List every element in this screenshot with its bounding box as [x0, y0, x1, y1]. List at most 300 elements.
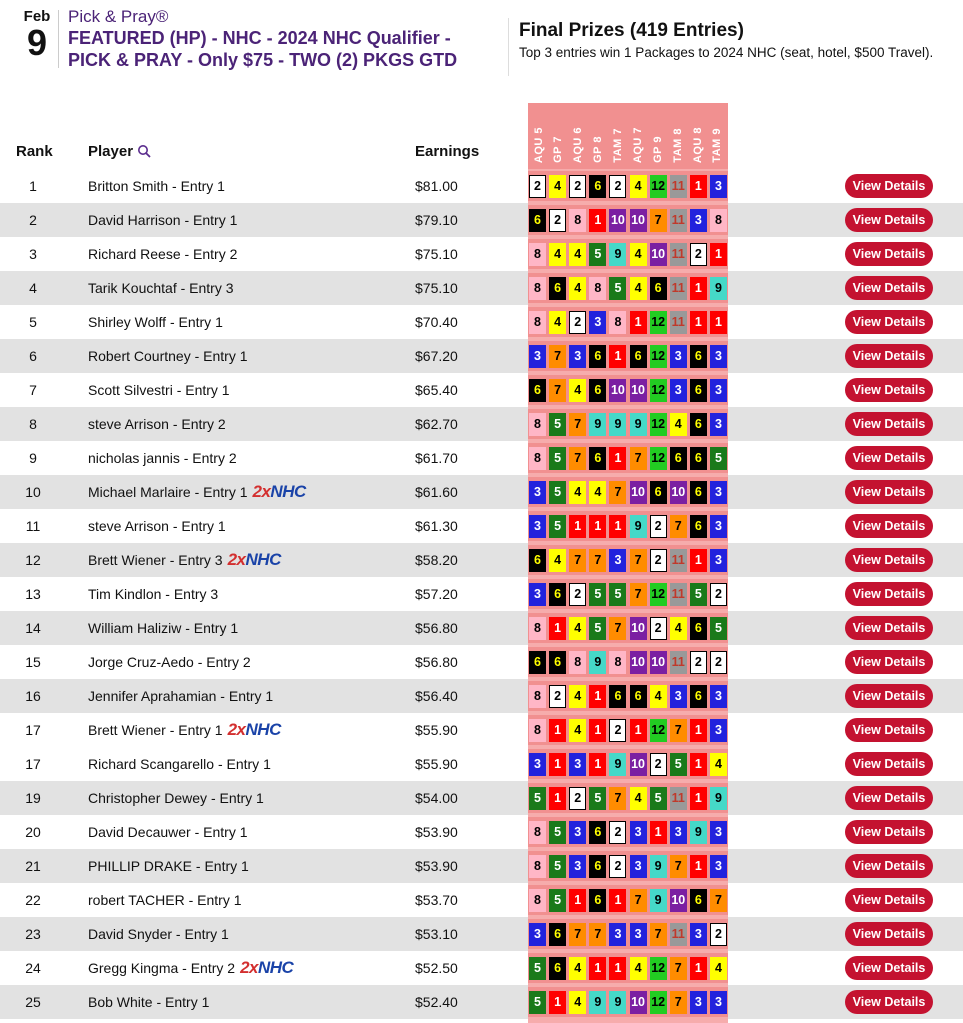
pick-number: 5	[650, 787, 667, 810]
pick-number: 8	[529, 617, 546, 640]
picks-band	[528, 203, 728, 237]
pick-number: 5	[609, 277, 626, 300]
picks-band	[528, 543, 728, 577]
pick-number: 6	[690, 413, 707, 436]
pick-number: 6	[529, 549, 546, 572]
pick-number: 6	[549, 651, 566, 674]
pick-number: 6	[589, 447, 606, 470]
earnings-value: $52.50	[415, 960, 458, 976]
view-details-button[interactable]: View Details	[845, 582, 933, 606]
pick-number: 1	[569, 889, 586, 912]
picks-band-continuation	[528, 1019, 728, 1023]
pick-number: 1	[690, 311, 707, 334]
rank-value: 7	[29, 382, 37, 398]
pick-number: 1	[690, 719, 707, 742]
table-row	[0, 373, 963, 407]
pick-number: 2	[609, 855, 626, 878]
pick-number: 6	[529, 651, 546, 674]
earnings-value: $61.60	[415, 484, 458, 500]
picks-band	[528, 339, 728, 373]
pick-number: 7	[630, 447, 647, 470]
picks-band	[528, 645, 728, 679]
pick-number: 1	[609, 889, 626, 912]
pick-number: 9	[630, 413, 647, 436]
pick-number: 1	[609, 957, 626, 980]
rank-value: 19	[25, 790, 41, 806]
pick-number: 8	[529, 855, 546, 878]
contest-title-line3: PICK & PRAY - Only $75 - TWO (2) PKGS GTD	[68, 50, 458, 70]
pick-number: 7	[609, 617, 626, 640]
table-row	[0, 917, 963, 951]
pick-number: 4	[670, 617, 687, 640]
pick-number: 4	[569, 277, 586, 300]
pick-number: 3	[630, 821, 647, 844]
pick-number: 3	[529, 481, 546, 504]
pick-number: 3	[710, 345, 727, 368]
player-name: David Decauwer - Entry 1	[88, 824, 248, 840]
rank-value: 24	[25, 960, 41, 976]
pick-number: 1	[589, 515, 606, 538]
pick-number: 3	[529, 753, 546, 776]
view-details-button[interactable]: View Details	[845, 242, 933, 266]
pick-number: 3	[569, 855, 586, 878]
picks-band	[528, 305, 728, 339]
pick-number: 1	[690, 175, 707, 198]
pick-number: 3	[609, 549, 626, 572]
table-row	[0, 611, 963, 645]
pick-number: 10	[630, 481, 647, 504]
pick-number: 3	[710, 515, 727, 538]
pick-number: 4	[569, 379, 586, 402]
pick-number: 1	[549, 787, 566, 810]
pick-number: 6	[589, 175, 606, 198]
pick-number: 12	[650, 583, 667, 606]
rank-value: 11	[25, 518, 41, 534]
pick-number: 2	[609, 821, 626, 844]
picks-band	[528, 713, 728, 747]
earnings-value: $53.90	[415, 824, 458, 840]
date-month: Feb	[23, 8, 51, 25]
rank-value: 9	[29, 450, 37, 466]
pick-number: 12	[650, 957, 667, 980]
pick-number: 7	[670, 719, 687, 742]
rank-value: 20	[25, 824, 41, 840]
pick-number: 3	[589, 311, 606, 334]
pick-number: 6	[589, 379, 606, 402]
earnings-value: $67.20	[415, 348, 458, 364]
pick-number: 7	[670, 957, 687, 980]
pick-number: 9	[589, 991, 606, 1014]
pick-number: 4	[630, 787, 647, 810]
table-row	[0, 203, 963, 237]
picks-band	[528, 883, 728, 917]
pick-number: 3	[690, 209, 707, 232]
table-row	[0, 407, 963, 441]
pick-number: 7	[609, 481, 626, 504]
player-name: Brett Wiener - Entry 3 2xNHC	[88, 550, 281, 569]
prizes-title: Final Prizes (419 Entries)	[519, 20, 744, 41]
view-details-button[interactable]: View Details	[845, 786, 933, 810]
pick-number: 2	[569, 787, 586, 810]
table-row	[0, 577, 963, 611]
pick-number: 1	[609, 447, 626, 470]
pick-number: 1	[589, 719, 606, 742]
pick-number: 10	[650, 651, 667, 674]
pick-number: 2	[710, 583, 727, 606]
pick-number: 3	[710, 991, 727, 1014]
pick-number: 7	[670, 991, 687, 1014]
earnings-value: $61.70	[415, 450, 458, 466]
pick-number: 8	[529, 685, 546, 708]
rank-value: 22	[25, 892, 41, 908]
pick-number: 4	[549, 243, 566, 266]
contest-title	[68, 6, 457, 71]
pick-number: 5	[549, 855, 566, 878]
picks-band	[528, 577, 728, 611]
pick-number: 1	[710, 311, 727, 334]
pick-number: 10	[670, 889, 687, 912]
pick-number: 3	[710, 549, 727, 572]
pick-number: 2	[690, 651, 707, 674]
earnings-value: $55.90	[415, 722, 458, 738]
player-name: PHILLIP DRAKE - Entry 1	[88, 858, 249, 874]
rank-column-header: Rank	[16, 143, 53, 160]
pick-number: 6	[589, 821, 606, 844]
contest-title-brand: Pick & Pray®	[68, 7, 169, 26]
table-row	[0, 543, 963, 577]
picks-band	[528, 169, 728, 203]
view-details-button[interactable]: View Details	[845, 344, 933, 368]
pick-number: 3	[630, 855, 647, 878]
pick-number: 6	[650, 481, 667, 504]
picks-band	[528, 475, 728, 509]
player-name: robert TACHER - Entry 1	[88, 892, 242, 908]
pick-number: 4	[589, 481, 606, 504]
player-name: Tim Kindlon - Entry 3	[88, 586, 219, 602]
pick-number: 8	[529, 413, 546, 436]
pick-number: 3	[569, 753, 586, 776]
pick-number: 3	[710, 855, 727, 878]
pick-number: 11	[670, 243, 687, 266]
earnings-value: $56.80	[415, 654, 458, 670]
view-details-button[interactable]: View Details	[845, 208, 933, 232]
pick-number: 4	[569, 481, 586, 504]
pick-number: 3	[569, 821, 586, 844]
view-details-button[interactable]: View Details	[845, 514, 933, 538]
earnings-value: $81.00	[415, 178, 458, 194]
picks-band	[528, 849, 728, 883]
pick-number: 10	[609, 209, 626, 232]
pick-number: 6	[549, 923, 566, 946]
pick-number: 8	[529, 447, 546, 470]
earnings-value: $52.40	[415, 994, 458, 1010]
pick-number: 4	[710, 957, 727, 980]
view-details-button[interactable]: View Details	[845, 820, 933, 844]
pick-number: 6	[589, 855, 606, 878]
picks-band	[528, 407, 728, 441]
earnings-value: $70.40	[415, 314, 458, 330]
2xnhc-badge: 2xNHC	[227, 550, 281, 569]
earnings-value: $58.20	[415, 552, 458, 568]
contest-title-line2: FEATURED (HP) - NHC - 2024 NHC Qualifier -	[68, 28, 451, 48]
earnings-value: $53.90	[415, 858, 458, 874]
player-name: Shirley Wolff - Entry 1	[88, 314, 223, 330]
view-details-button[interactable]: View Details	[845, 412, 933, 436]
view-details-button[interactable]: View Details	[845, 990, 933, 1014]
pick-number: 5	[529, 787, 546, 810]
earnings-value: $53.70	[415, 892, 458, 908]
player-name: steve Arrison - Entry 1	[88, 518, 226, 534]
pick-number: 2	[609, 719, 626, 742]
player-name: Britton Smith - Entry 1	[88, 178, 225, 194]
table-row	[0, 679, 963, 713]
pick-number: 6	[529, 209, 546, 232]
picks-band	[528, 951, 728, 985]
pick-number: 11	[670, 209, 687, 232]
pick-number: 5	[710, 617, 727, 640]
pick-number: 6	[589, 889, 606, 912]
rank-value: 3	[29, 246, 37, 262]
pick-number: 6	[690, 481, 707, 504]
pick-number: 8	[529, 719, 546, 742]
pick-number: 2	[529, 175, 546, 198]
pick-number: 1	[589, 209, 606, 232]
earnings-value: $56.80	[415, 620, 458, 636]
table-row	[0, 475, 963, 509]
rank-value: 23	[25, 926, 41, 942]
pick-number: 9	[589, 651, 606, 674]
pick-number: 1	[690, 787, 707, 810]
pick-number: 4	[670, 413, 687, 436]
rank-value: 25	[25, 994, 41, 1010]
race-column-label: AQU 6	[572, 126, 585, 163]
view-details-button[interactable]: View Details	[845, 174, 933, 198]
view-details-button[interactable]: View Details	[845, 888, 933, 912]
pick-number: 1	[690, 277, 707, 300]
pick-number: 5	[589, 583, 606, 606]
player-name: Christopher Dewey - Entry 1	[88, 790, 264, 806]
table-row	[0, 271, 963, 305]
pick-number: 5	[529, 957, 546, 980]
pick-number: 1	[609, 345, 626, 368]
view-details-button[interactable]: View Details	[845, 310, 933, 334]
pick-number: 9	[710, 787, 727, 810]
final-prizes	[519, 20, 949, 62]
view-details-button[interactable]: View Details	[845, 548, 933, 572]
picks-band	[528, 271, 728, 305]
pick-number: 3	[690, 923, 707, 946]
search-icon[interactable]	[137, 144, 151, 162]
pick-number: 6	[690, 685, 707, 708]
player-column-header	[88, 143, 151, 162]
pick-number: 11	[670, 277, 687, 300]
pick-number: 3	[529, 345, 546, 368]
pick-number: 1	[650, 821, 667, 844]
pick-number: 3	[710, 719, 727, 742]
pick-number: 6	[650, 277, 667, 300]
pick-number: 2	[650, 753, 667, 776]
pick-number: 12	[650, 311, 667, 334]
pick-number: 1	[690, 753, 707, 776]
pick-number: 5	[670, 753, 687, 776]
pick-number: 3	[710, 175, 727, 198]
rank-value: 6	[29, 348, 37, 364]
pick-number: 6	[690, 515, 707, 538]
pick-number: 7	[569, 549, 586, 572]
pick-number: 1	[609, 515, 626, 538]
pick-number: 7	[630, 549, 647, 572]
pick-number: 4	[569, 617, 586, 640]
player-name: David Harrison - Entry 1	[88, 212, 238, 228]
pick-number: 2	[549, 685, 566, 708]
table-row	[0, 883, 963, 917]
view-details-button[interactable]: View Details	[845, 616, 933, 640]
pick-number: 12	[650, 175, 667, 198]
pick-number: 7	[630, 889, 647, 912]
table-row	[0, 849, 963, 883]
view-details-button[interactable]: View Details	[845, 922, 933, 946]
table-row	[0, 815, 963, 849]
pick-number: 7	[569, 923, 586, 946]
pick-number: 2	[710, 923, 727, 946]
earnings-value: $65.40	[415, 382, 458, 398]
pick-number: 1	[549, 753, 566, 776]
pick-number: 2	[569, 583, 586, 606]
race-column-label: GP 7	[552, 136, 565, 163]
view-details-button[interactable]: View Details	[845, 276, 933, 300]
earnings-value: $61.30	[415, 518, 458, 534]
pick-number: 9	[650, 855, 667, 878]
pick-number: 8	[529, 243, 546, 266]
view-details-button[interactable]: View Details	[845, 446, 933, 470]
player-name: Richard Scangarello - Entry 1	[88, 756, 271, 772]
pick-number: 11	[670, 583, 687, 606]
rank-value: 17	[25, 756, 41, 772]
header-divider	[58, 10, 59, 68]
pick-number: 5	[529, 991, 546, 1014]
pick-number: 3	[630, 923, 647, 946]
view-details-button[interactable]: View Details	[845, 956, 933, 980]
pick-number: 10	[630, 379, 647, 402]
pick-number: 1	[549, 719, 566, 742]
race-column-label: AQU 5	[532, 126, 545, 163]
pick-number: 7	[549, 345, 566, 368]
table-row	[0, 339, 963, 373]
pick-number: 5	[589, 787, 606, 810]
pick-number: 7	[650, 209, 667, 232]
pick-number: 3	[670, 379, 687, 402]
pick-number: 7	[589, 923, 606, 946]
pick-number: 3	[529, 583, 546, 606]
pick-number: 5	[549, 447, 566, 470]
table-row	[0, 237, 963, 271]
pick-number: 2	[609, 175, 626, 198]
date-day: 9	[26, 22, 48, 63]
table-row	[0, 509, 963, 543]
view-details-button[interactable]: View Details	[845, 752, 933, 776]
view-details-button[interactable]: View Details	[845, 378, 933, 402]
pick-number: 8	[589, 277, 606, 300]
race-column-label: AQU 7	[631, 126, 644, 163]
view-details-button[interactable]: View Details	[845, 718, 933, 742]
pick-number: 9	[609, 243, 626, 266]
pick-number: 11	[670, 549, 687, 572]
leaderboard-rows	[0, 169, 963, 1019]
rank-value: 8	[29, 416, 37, 432]
race-column-label: GP 8	[592, 136, 605, 163]
pick-number: 4	[569, 991, 586, 1014]
pick-number: 6	[609, 685, 626, 708]
pick-number: 9	[630, 515, 647, 538]
pick-number: 5	[589, 243, 606, 266]
rank-value: 12	[25, 552, 41, 568]
race-column-label: TAM 7	[612, 128, 624, 163]
pick-number: 3	[710, 685, 727, 708]
pick-number: 10	[630, 651, 647, 674]
pick-number: 1	[630, 719, 647, 742]
pick-number: 6	[630, 345, 647, 368]
pick-number: 2	[650, 617, 667, 640]
picks-band	[528, 781, 728, 815]
pick-number: 1	[549, 617, 566, 640]
pick-number: 11	[670, 175, 687, 198]
earnings-value: $79.10	[415, 212, 458, 228]
pick-number: 4	[569, 685, 586, 708]
2xnhc-badge: 2xNHC	[240, 958, 294, 977]
pick-number: 3	[529, 923, 546, 946]
table-row	[0, 781, 963, 815]
pick-number: 1	[710, 243, 727, 266]
player-name: Jorge Cruz-Aedo - Entry 2	[88, 654, 251, 670]
pick-number: 3	[690, 991, 707, 1014]
view-details-button[interactable]: View Details	[845, 684, 933, 708]
pick-number: 7	[710, 889, 727, 912]
pick-number: 8	[529, 311, 546, 334]
rank-value: 5	[29, 314, 37, 330]
pick-number: 6	[690, 345, 707, 368]
rank-value: 14	[25, 620, 41, 636]
pick-number: 1	[549, 991, 566, 1014]
pick-number: 5	[549, 821, 566, 844]
table-row	[0, 645, 963, 679]
pick-number: 6	[549, 583, 566, 606]
pick-number: 4	[630, 277, 647, 300]
pick-number: 5	[690, 583, 707, 606]
pick-number: 3	[670, 685, 687, 708]
pick-number: 1	[569, 515, 586, 538]
view-details-button[interactable]: View Details	[845, 480, 933, 504]
view-details-button[interactable]: View Details	[845, 854, 933, 878]
pick-number: 4	[549, 549, 566, 572]
player-name: nicholas jannis - Entry 2	[88, 450, 237, 466]
pick-number: 10	[670, 481, 687, 504]
picks-band	[528, 509, 728, 543]
pick-number: 2	[650, 515, 667, 538]
pick-number: 6	[690, 379, 707, 402]
pick-number: 12	[650, 447, 667, 470]
pick-number: 9	[609, 413, 626, 436]
pick-number: 7	[630, 583, 647, 606]
pick-number: 8	[529, 889, 546, 912]
pick-number: 11	[670, 311, 687, 334]
prizes-subtitle: Top 3 entries win 1 Packages to 2024 NHC (seat, hotel, $500 Travel).	[519, 45, 934, 60]
pick-number: 3	[529, 515, 546, 538]
pick-number: 4	[650, 685, 667, 708]
pick-number: 5	[609, 583, 626, 606]
pick-number: 4	[630, 243, 647, 266]
table-row	[0, 441, 963, 475]
view-details-button[interactable]: View Details	[845, 650, 933, 674]
